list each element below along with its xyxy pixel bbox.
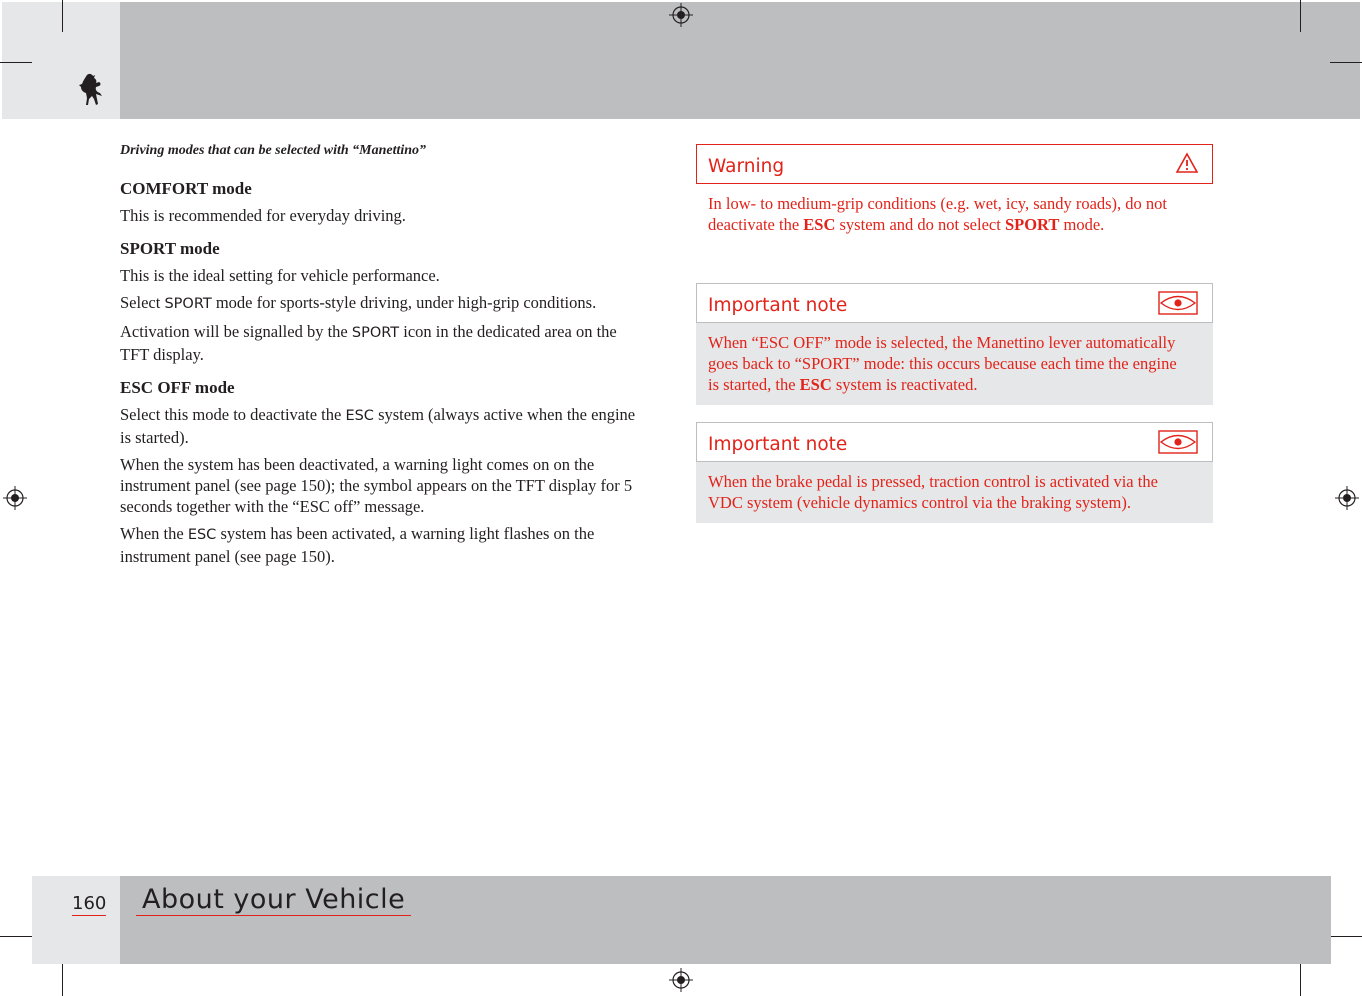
- comfort-mode-heading: COMFORT mode: [120, 179, 252, 198]
- page-number: 160: [72, 893, 107, 914]
- warning-text: In low- to medium-grip conditions (e.g. wet, icy, sandy roads), do not deactivate the ESC system and do not select SPORT mode.: [708, 194, 1168, 234]
- esc-off-text-3: When the ESC system has been activated, a warning light flashes on the instrument panel (see page 150).: [120, 524, 595, 566]
- esc-keyword: ESC: [345, 408, 374, 424]
- registration-target-icon: [1335, 486, 1359, 510]
- important-note-header: [696, 422, 1213, 462]
- header-band: [120, 2, 1360, 119]
- prancing-horse-logo: [78, 72, 104, 108]
- crop-mark: [1300, 0, 1301, 32]
- footer-left-band: [32, 876, 120, 964]
- crop-mark: [1330, 62, 1362, 63]
- crop-mark: [62, 964, 63, 996]
- warning-triangle-icon: [1176, 152, 1198, 174]
- registration-target-icon: [3, 486, 27, 510]
- crop-mark: [0, 936, 32, 937]
- warning-box: [696, 144, 1213, 245]
- sport-keyword: SPORT: [351, 325, 400, 341]
- important-note-box: [696, 283, 1213, 405]
- important-note-text: When “ESC OFF” mode is selected, the Manettino lever automatically goes back to “SPORT” mode: this occurs because each time the engine is started, the ESC system is reactivated.: [696, 323, 1213, 405]
- eye-icon: [1158, 291, 1198, 315]
- important-note-label: Important note: [708, 434, 848, 455]
- sport-mode-text-2: Select SPORT mode for sports-style driving, under high-grip conditions.: [120, 293, 597, 312]
- registration-target-icon: [669, 968, 693, 992]
- sport-mode-text-1: This is the ideal setting for vehicle performance.: [120, 266, 440, 285]
- warning-label: Warning: [708, 156, 785, 177]
- important-note-header: [696, 283, 1213, 323]
- sport-keyword: SPORT: [164, 296, 212, 312]
- eye-icon: [1158, 430, 1198, 454]
- section-title: About your Vehicle: [136, 884, 411, 916]
- crop-mark: [1330, 936, 1362, 937]
- section-subtitle: Driving modes that can be selected with “Manettino”: [120, 143, 427, 158]
- esc-off-text-1: Select this mode to deactivate the ESC system (always active when the engine is started).: [120, 405, 636, 447]
- crop-mark: [62, 0, 63, 32]
- registration-target-icon: [669, 3, 693, 27]
- esc-off-text-2: When the system has been deactivated, a warning light comes on on the instrument panel (see page 150); the symbol appears on the TFT display for 5 seconds together with the “ESC off” message.: [120, 455, 633, 516]
- important-note-text: When the brake pedal is pressed, traction control is activated via the VDC system (vehicle dynamics control via the braking system).: [696, 462, 1213, 523]
- crop-mark: [1300, 964, 1301, 996]
- left-column: [120, 140, 640, 573]
- comfort-mode-text: This is recommended for everyday driving.: [120, 206, 406, 225]
- sport-mode-heading: SPORT mode: [120, 239, 220, 258]
- sport-mode-text-3: Activation will be signalled by the SPORT icon in the dedicated area on the TFT display.: [120, 322, 617, 364]
- important-note-box: [696, 422, 1213, 523]
- crop-mark: [0, 62, 32, 63]
- esc-off-mode-heading: ESC OFF mode: [120, 378, 235, 397]
- warning-header: [696, 144, 1213, 184]
- esc-keyword: ESC: [187, 527, 217, 543]
- important-note-label: Important note: [708, 295, 848, 316]
